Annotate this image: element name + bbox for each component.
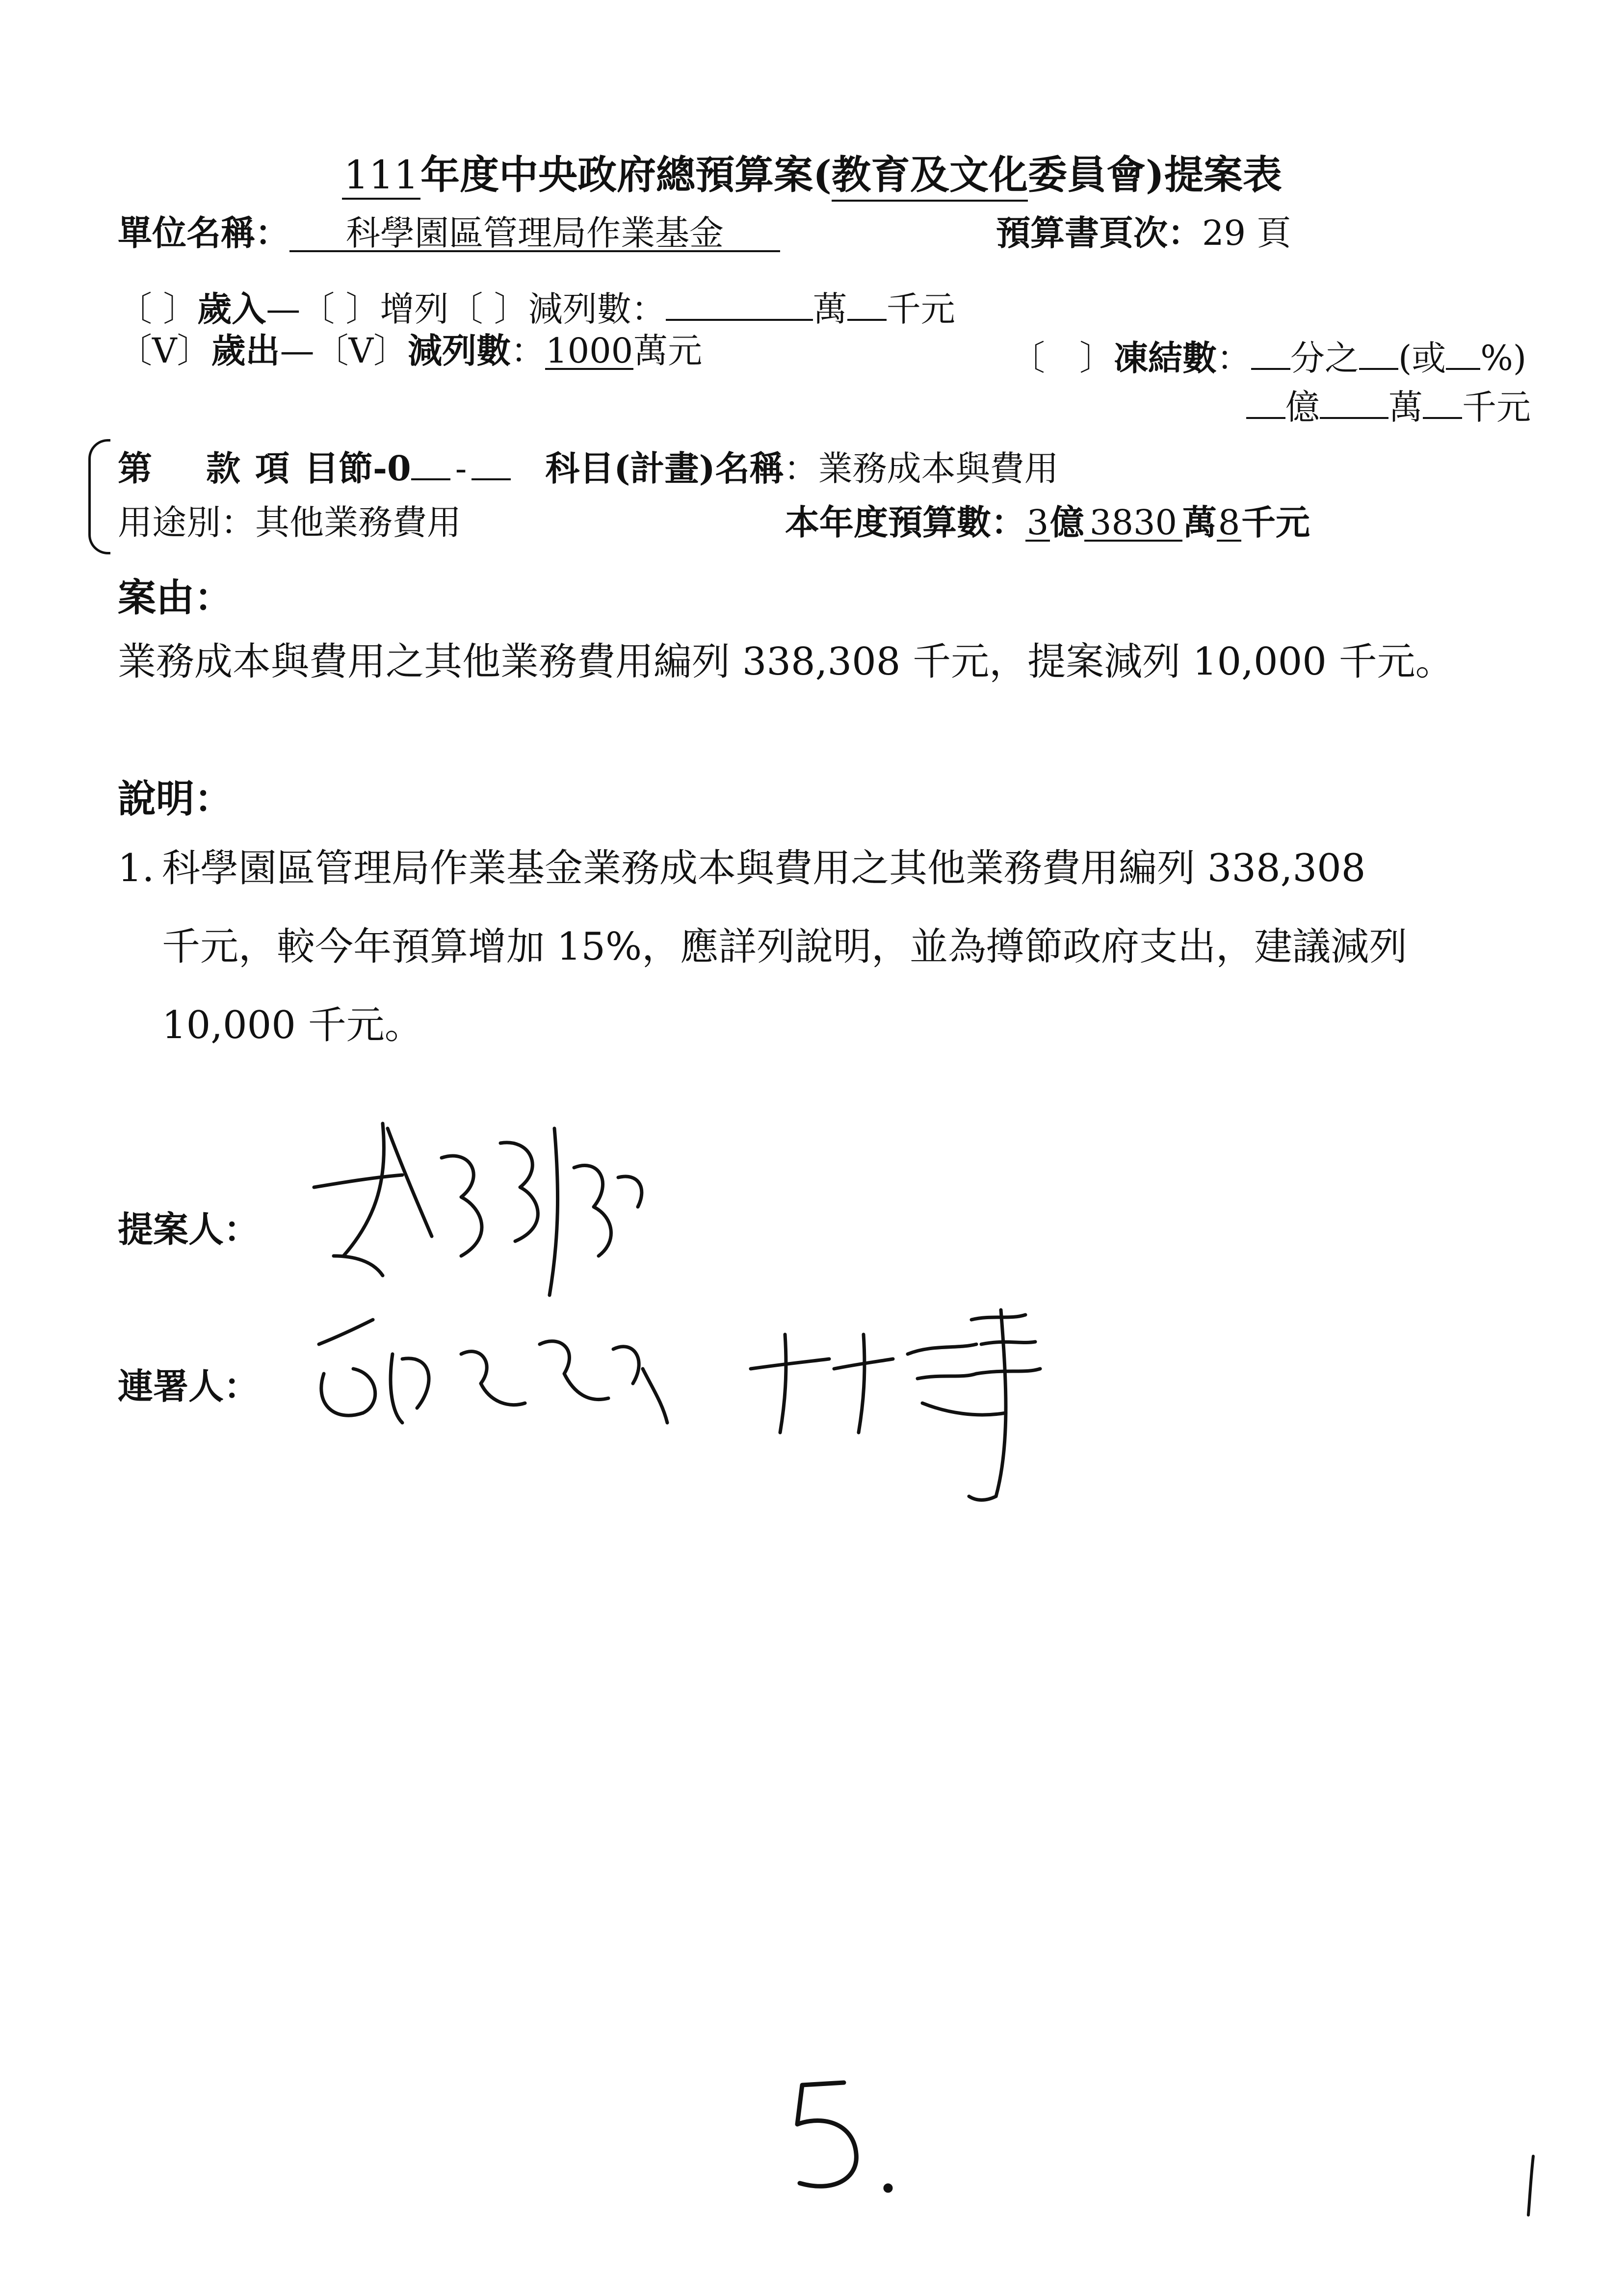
use-value: 其他業務費用 xyxy=(255,502,461,543)
freeze-or: (或 xyxy=(1398,338,1446,378)
decrease-label: 減列數： xyxy=(528,289,666,329)
freeze-pct: %) xyxy=(1480,338,1527,378)
item-kuan: 款 xyxy=(206,448,240,489)
revenue-check: 〔 〕 xyxy=(118,289,198,329)
expense-colon: ： xyxy=(511,331,546,371)
freeze-fen: 分之 xyxy=(1290,338,1359,378)
expense-decrease-label: 減列數 xyxy=(408,330,511,371)
expense-dash: — xyxy=(280,331,314,371)
freeze-colon: ： xyxy=(1217,338,1251,378)
budget-wan-unit: 萬 xyxy=(1182,502,1217,543)
revenue-label: 歲入 xyxy=(197,288,266,329)
revenue-unit-wan: 萬 xyxy=(812,289,847,329)
title-pre: 年度中央政府總預算案( xyxy=(420,152,832,198)
increase-check: 〔 〕 xyxy=(300,289,380,329)
explanation-line-2: 千元，較今年預算增加 15%，應詳列說明，並為撙節政府支出，建議減列 xyxy=(162,925,1408,969)
explanation-label: 說明： xyxy=(118,777,233,821)
explanation-line-3: 10,000 千元。 xyxy=(162,1003,423,1047)
use-label: 用途別： xyxy=(118,502,255,543)
unit-label: 單位名稱： xyxy=(118,212,289,253)
budget-label: 本年度預算數： xyxy=(785,502,1025,543)
corner-mark xyxy=(1528,2156,1533,2215)
page-label: 預算書頁次： xyxy=(996,212,1202,253)
cosigner-label: 連署人： xyxy=(118,1365,260,1407)
cosigner-signature-1 xyxy=(319,1320,667,1423)
reason-label: 案由： xyxy=(118,575,233,620)
freeze-label: 凍結數 xyxy=(1114,338,1217,378)
explanation-num: 1. xyxy=(118,846,155,890)
unit-value: 科學園區管理局作業基金 xyxy=(289,216,780,252)
reason-text: 業務成本與費用之其他業務費用編列 338,308 千元，提案減列 10,000 千元。 xyxy=(118,640,1454,684)
item-sep: - xyxy=(455,448,467,489)
subject-colon: ： xyxy=(784,448,818,489)
freeze-yi: 億 xyxy=(1285,387,1320,427)
item-mujie: 目節-0 xyxy=(304,448,411,489)
freeze-qian: 千元 xyxy=(1462,387,1531,427)
revenue-unit-qian: 千元 xyxy=(886,289,955,329)
expense-label: 歲出 xyxy=(211,330,280,371)
expense-check: 〔V〕 xyxy=(118,331,211,371)
item-xiang: 項 xyxy=(255,448,289,489)
explanation-line-1: 科學園區管理局作業基金業務成本與費用之其他業務費用編列 338,308 xyxy=(162,846,1366,890)
revenue-dash: — xyxy=(266,289,301,329)
budget-yi-value: 3 xyxy=(1025,505,1050,542)
budget-qian-unit: 千元 xyxy=(1241,502,1310,543)
budget-qian-value: 8 xyxy=(1217,505,1241,542)
handwritten-page-number xyxy=(797,2083,891,2191)
expense-amount: 1000 xyxy=(546,331,633,371)
item-di: 第 xyxy=(118,448,152,489)
freeze-check: 〔 〕 xyxy=(1011,338,1114,378)
increase-label: 增列 xyxy=(380,289,449,329)
title-post: 委員會)提案表 xyxy=(1028,152,1282,198)
budget-wan-value: 3830 xyxy=(1084,505,1182,542)
subject-value: 業務成本與費用 xyxy=(818,448,1059,489)
cosigner-signature-2 xyxy=(751,1310,1040,1500)
title-committee: 教育及文化 xyxy=(832,143,1028,202)
expense-decrease-check: 〔V〕 xyxy=(314,331,408,371)
budget-yi-unit: 億 xyxy=(1050,502,1084,543)
title-year: 111 xyxy=(342,152,420,200)
proposer-label: 提案人： xyxy=(118,1208,260,1250)
proposer-signature xyxy=(314,1123,642,1295)
decrease-check: 〔 〕 xyxy=(448,289,528,329)
freeze-wan: 萬 xyxy=(1388,387,1423,427)
page-value: 29 頁 xyxy=(1202,213,1291,253)
subject-label: 科目(計畫)名稱 xyxy=(545,448,784,489)
expense-unit: 萬元 xyxy=(633,331,703,371)
